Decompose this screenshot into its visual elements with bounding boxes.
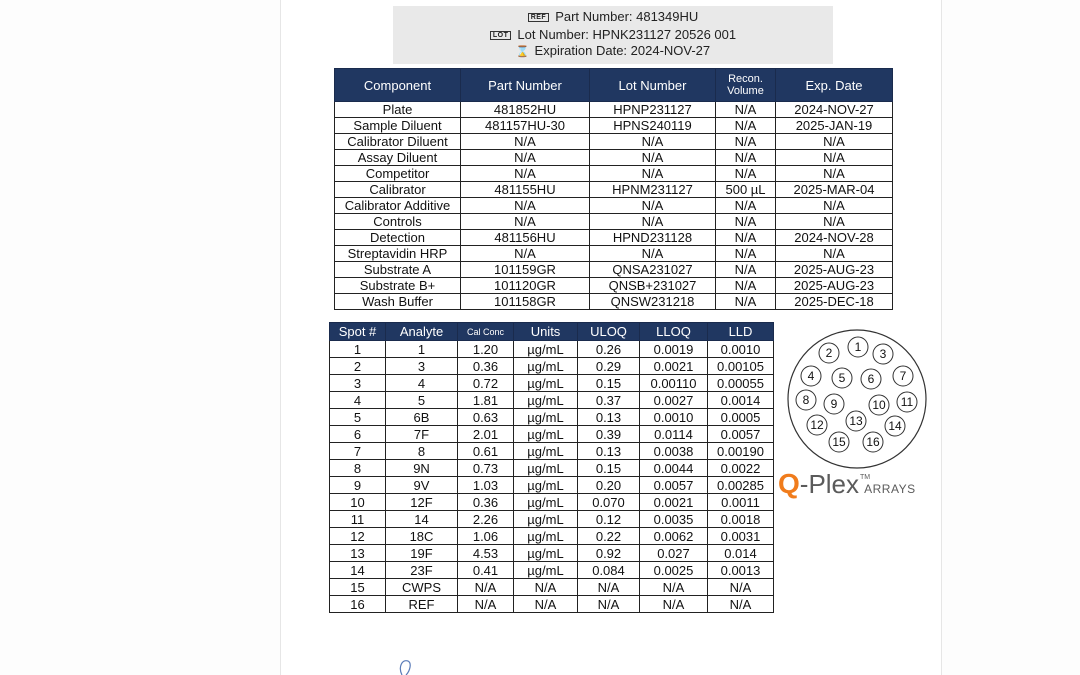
col-lld: LLD <box>708 323 774 341</box>
col-analyte: Analyte <box>386 323 458 341</box>
lld-cell: 0.0014 <box>708 392 774 409</box>
spot-cell: 15 <box>330 579 386 596</box>
lld-cell: 0.00190 <box>708 443 774 460</box>
units-cell: µg/mL <box>514 477 578 494</box>
component-row <box>335 118 893 134</box>
exp-date-cell: N/A <box>776 150 893 166</box>
col-lloq: LLOQ <box>640 323 708 341</box>
component-cell: Controls <box>335 214 461 230</box>
array-spot-label: 10 <box>872 398 886 412</box>
part-number-cell: 101159GR <box>461 262 590 278</box>
expiration-line <box>393 43 833 58</box>
part-number-cell: 101120GR <box>461 278 590 294</box>
cal-conc-cell: 0.41 <box>458 562 514 579</box>
spot-cell: 9 <box>330 477 386 494</box>
spot-row <box>330 528 774 545</box>
part-number-cell: N/A <box>461 150 590 166</box>
exp-date-cell: 2024-NOV-27 <box>776 102 893 118</box>
recon-volume-cell: N/A <box>716 230 776 246</box>
col-exp-date: Exp. Date <box>776 69 893 102</box>
analyte-cell: 1 <box>386 341 458 358</box>
component-row <box>335 262 893 278</box>
lot-number-cell: N/A <box>590 214 716 230</box>
lloq-cell: 0.0027 <box>640 392 708 409</box>
lloq-cell: 0.0019 <box>640 341 708 358</box>
analyte-cell: 14 <box>386 511 458 528</box>
spot-cell: 7 <box>330 443 386 460</box>
ref-icon: REF <box>528 13 550 22</box>
exp-date-cell: N/A <box>776 214 893 230</box>
analyte-cell: 18C <box>386 528 458 545</box>
spot-cell: 10 <box>330 494 386 511</box>
uloq-cell: 0.12 <box>578 511 640 528</box>
units-cell: µg/mL <box>514 392 578 409</box>
hourglass-icon: ⌛ <box>515 46 530 58</box>
component-row <box>335 246 893 262</box>
part-number-cell: 101158GR <box>461 294 590 310</box>
uloq-cell: 0.37 <box>578 392 640 409</box>
spot-row <box>330 409 774 426</box>
lloq-cell: N/A <box>640 579 708 596</box>
spot-row <box>330 392 774 409</box>
units-cell: N/A <box>514 596 578 613</box>
recon-volume-cell: N/A <box>716 102 776 118</box>
part-number-cell: N/A <box>461 134 590 150</box>
cal-conc-cell: 4.53 <box>458 545 514 562</box>
lot-number-cell: HPNP231127 <box>590 102 716 118</box>
analyte-cell: REF <box>386 596 458 613</box>
cal-conc-cell: 1.03 <box>458 477 514 494</box>
exp-date-cell: 2024-NOV-28 <box>776 230 893 246</box>
lld-cell: 0.0031 <box>708 528 774 545</box>
array-spot-label: 7 <box>899 369 907 383</box>
lot-icon: LOT <box>490 31 512 40</box>
spot-cell: 2 <box>330 358 386 375</box>
logo-tm: TM <box>860 474 871 481</box>
analyte-cell: 8 <box>386 443 458 460</box>
analyte-cell: 9N <box>386 460 458 477</box>
array-spot-label: 9 <box>830 397 838 411</box>
lloq-cell: 0.0025 <box>640 562 708 579</box>
lloq-cell: 0.0057 <box>640 477 708 494</box>
col-part-number: Part Number <box>461 69 590 102</box>
lld-cell: 0.0005 <box>708 409 774 426</box>
analyte-cell: CWPS <box>386 579 458 596</box>
spot-cell: 1 <box>330 341 386 358</box>
exp-date-cell: N/A <box>776 134 893 150</box>
lld-cell: 0.0010 <box>708 341 774 358</box>
lld-cell: 0.00105 <box>708 358 774 375</box>
recon-volume-cell: N/A <box>716 118 776 134</box>
component-row <box>335 134 893 150</box>
spot-cell: 8 <box>330 460 386 477</box>
lloq-cell: 0.027 <box>640 545 708 562</box>
units-cell: µg/mL <box>514 426 578 443</box>
kit-part-number: Part Number: 481349HU <box>555 9 699 24</box>
array-spot-label: 3 <box>879 347 887 361</box>
lld-cell: N/A <box>708 596 774 613</box>
kit-expiration-date: Expiration Date: 2024-NOV-27 <box>534 43 711 58</box>
lot-number-cell: QNSW231218 <box>590 294 716 310</box>
uloq-cell: 0.15 <box>578 375 640 392</box>
lot-number-cell: N/A <box>590 134 716 150</box>
spot-cell: 12 <box>330 528 386 545</box>
spot-cell: 13 <box>330 545 386 562</box>
component-row <box>335 198 893 214</box>
uloq-cell: 0.39 <box>578 426 640 443</box>
spot-row <box>330 494 774 511</box>
units-cell: µg/mL <box>514 545 578 562</box>
logo-arrays: ARRAYS <box>864 482 916 496</box>
recon-volume-cell: N/A <box>716 246 776 262</box>
exp-date-cell: 2025-MAR-04 <box>776 182 893 198</box>
uloq-cell: 0.13 <box>578 443 640 460</box>
analyte-cell: 19F <box>386 545 458 562</box>
lld-cell: N/A <box>708 579 774 596</box>
units-cell: µg/mL <box>514 409 578 426</box>
exp-date-cell: N/A <box>776 198 893 214</box>
uloq-cell: 0.13 <box>578 409 640 426</box>
analyte-cell: 6B <box>386 409 458 426</box>
recon-volume-cell: N/A <box>716 214 776 230</box>
units-cell: µg/mL <box>514 375 578 392</box>
recon-volume-cell: N/A <box>716 198 776 214</box>
component-row <box>335 294 893 310</box>
uloq-cell: 0.070 <box>578 494 640 511</box>
col-component: Component <box>335 69 461 102</box>
units-cell: µg/mL <box>514 511 578 528</box>
uloq-cell: 0.22 <box>578 528 640 545</box>
cal-conc-cell: 0.72 <box>458 375 514 392</box>
cal-conc-cell: 1.20 <box>458 341 514 358</box>
units-cell: µg/mL <box>514 358 578 375</box>
spot-row <box>330 562 774 579</box>
cal-conc-cell: 1.81 <box>458 392 514 409</box>
col-spot: Spot # <box>330 323 386 341</box>
cal-conc-cell: 0.36 <box>458 494 514 511</box>
cal-conc-cell: 0.63 <box>458 409 514 426</box>
component-cell: Substrate A <box>335 262 461 278</box>
lloq-cell: 0.00110 <box>640 375 708 392</box>
components-header-row <box>335 69 893 102</box>
spot-cell: 6 <box>330 426 386 443</box>
part-number-cell: N/A <box>461 214 590 230</box>
array-spot-label: 16 <box>866 435 880 449</box>
lld-cell: 0.00285 <box>708 477 774 494</box>
part-number-cell: N/A <box>461 198 590 214</box>
spot-cell: 16 <box>330 596 386 613</box>
component-row <box>335 182 893 198</box>
recon-volume-cell: 500 µL <box>716 182 776 198</box>
component-cell: Substrate B+ <box>335 278 461 294</box>
component-row <box>335 214 893 230</box>
exp-date-cell: 2025-JAN-19 <box>776 118 893 134</box>
lld-cell: 0.0018 <box>708 511 774 528</box>
spot-row <box>330 460 774 477</box>
units-cell: µg/mL <box>514 494 578 511</box>
component-cell: Wash Buffer <box>335 294 461 310</box>
analyte-cell: 9V <box>386 477 458 494</box>
array-spot-label: 5 <box>838 371 846 385</box>
array-spot-label: 6 <box>867 372 875 386</box>
cal-conc-cell: 0.73 <box>458 460 514 477</box>
cal-conc-cell: 0.36 <box>458 358 514 375</box>
units-cell: µg/mL <box>514 562 578 579</box>
component-cell: Calibrator <box>335 182 461 198</box>
recon-volume-cell: N/A <box>716 294 776 310</box>
lloq-cell: 0.0010 <box>640 409 708 426</box>
array-spot-label: 14 <box>888 419 902 433</box>
spot-row <box>330 579 774 596</box>
array-spot-label: 8 <box>802 393 810 407</box>
array-spot-label: 13 <box>849 414 863 428</box>
exp-date-cell: 2025-AUG-23 <box>776 262 893 278</box>
spot-cell: 5 <box>330 409 386 426</box>
analyte-cell: 5 <box>386 392 458 409</box>
cal-conc-cell: 0.61 <box>458 443 514 460</box>
units-cell: µg/mL <box>514 443 578 460</box>
lot-number-cell: QNSB+231027 <box>590 278 716 294</box>
recon-volume-cell: N/A <box>716 134 776 150</box>
component-cell: Calibrator Additive <box>335 198 461 214</box>
uloq-cell: N/A <box>578 579 640 596</box>
component-cell: Detection <box>335 230 461 246</box>
spot-cell: 4 <box>330 392 386 409</box>
lloq-cell: 0.0114 <box>640 426 708 443</box>
spots-table <box>329 322 774 613</box>
cal-conc-cell: 2.01 <box>458 426 514 443</box>
lld-cell: 0.014 <box>708 545 774 562</box>
uloq-cell: 0.92 <box>578 545 640 562</box>
col-units: Units <box>514 323 578 341</box>
col-uloq: ULOQ <box>578 323 640 341</box>
part-number-cell: N/A <box>461 166 590 182</box>
array-spot-label: 15 <box>832 435 846 449</box>
part-number-cell: N/A <box>461 246 590 262</box>
spot-row <box>330 511 774 528</box>
component-row <box>335 278 893 294</box>
lot-number-cell: HPNS240119 <box>590 118 716 134</box>
component-cell: Sample Diluent <box>335 118 461 134</box>
analyte-cell: 23F <box>386 562 458 579</box>
analyte-cell: 4 <box>386 375 458 392</box>
array-spot-map <box>786 328 928 470</box>
units-cell: µg/mL <box>514 341 578 358</box>
array-spot-label: 12 <box>810 418 824 432</box>
lloq-cell: 0.0021 <box>640 494 708 511</box>
spot-cell: 3 <box>330 375 386 392</box>
array-spot-label: 1 <box>854 340 862 354</box>
spot-row <box>330 443 774 460</box>
array-spot-label: 11 <box>900 395 914 409</box>
cal-conc-cell: N/A <box>458 596 514 613</box>
analyte-cell: 3 <box>386 358 458 375</box>
col-recon-volume: Recon. Volume <box>716 69 776 102</box>
lot-number-cell: HPNM231127 <box>590 182 716 198</box>
component-cell: Plate <box>335 102 461 118</box>
lot-number-cell: N/A <box>590 166 716 182</box>
cal-conc-cell: 1.06 <box>458 528 514 545</box>
q-plex-logo <box>778 468 938 502</box>
array-spot-label: 2 <box>825 346 833 360</box>
col-lot-number: Lot Number <box>590 69 716 102</box>
units-cell: µg/mL <box>514 460 578 477</box>
part-number-cell: 481155HU <box>461 182 590 198</box>
spot-cell: 11 <box>330 511 386 528</box>
lld-cell: 0.00055 <box>708 375 774 392</box>
lloq-cell: 0.0038 <box>640 443 708 460</box>
component-cell: Calibrator Diluent <box>335 134 461 150</box>
exp-date-cell: N/A <box>776 166 893 182</box>
lld-cell: 0.0022 <box>708 460 774 477</box>
col-cal-conc: Cal Conc <box>458 323 514 341</box>
part-number-cell: 481157HU-30 <box>461 118 590 134</box>
lot-number-cell: N/A <box>590 246 716 262</box>
signature-mark <box>392 655 422 675</box>
part-number-cell: 481852HU <box>461 102 590 118</box>
recon-volume-cell: N/A <box>716 150 776 166</box>
lloq-cell: N/A <box>640 596 708 613</box>
component-row <box>335 166 893 182</box>
lld-cell: 0.0013 <box>708 562 774 579</box>
lot-number-cell: QNSA231027 <box>590 262 716 278</box>
uloq-cell: 0.26 <box>578 341 640 358</box>
analyte-cell: 7F <box>386 426 458 443</box>
lot-number-cell: N/A <box>590 150 716 166</box>
spots-header-row <box>330 323 774 341</box>
uloq-cell: 0.20 <box>578 477 640 494</box>
units-cell: µg/mL <box>514 528 578 545</box>
lloq-cell: 0.0044 <box>640 460 708 477</box>
uloq-cell: 0.084 <box>578 562 640 579</box>
cal-conc-cell: N/A <box>458 579 514 596</box>
logo-q: Q <box>778 468 800 499</box>
kit-lot-number: Lot Number: HPNK231127 20526 001 <box>517 27 737 42</box>
exp-date-cell: 2025-DEC-18 <box>776 294 893 310</box>
lld-cell: 0.0057 <box>708 426 774 443</box>
lot-number-cell: N/A <box>590 198 716 214</box>
kit-header <box>393 6 833 64</box>
exp-date-cell: N/A <box>776 246 893 262</box>
spot-cell: 14 <box>330 562 386 579</box>
spot-row <box>330 375 774 392</box>
component-row <box>335 150 893 166</box>
recon-volume-cell: N/A <box>716 278 776 294</box>
uloq-cell: 0.15 <box>578 460 640 477</box>
recon-volume-cell: N/A <box>716 166 776 182</box>
logo-plex: -Plex <box>799 469 860 499</box>
component-cell: Competitor <box>335 166 461 182</box>
uloq-cell: 0.29 <box>578 358 640 375</box>
lot-number-line <box>393 27 833 42</box>
spot-row <box>330 545 774 562</box>
lloq-cell: 0.0021 <box>640 358 708 375</box>
exp-date-cell: 2025-AUG-23 <box>776 278 893 294</box>
spot-row <box>330 358 774 375</box>
uloq-cell: N/A <box>578 596 640 613</box>
analyte-cell: 12F <box>386 494 458 511</box>
component-row <box>335 102 893 118</box>
spot-row <box>330 341 774 358</box>
part-number-cell: 481156HU <box>461 230 590 246</box>
array-spot-label: 4 <box>807 369 815 383</box>
lot-number-cell: HPND231128 <box>590 230 716 246</box>
spot-row <box>330 596 774 613</box>
spot-row <box>330 477 774 494</box>
lld-cell: 0.0011 <box>708 494 774 511</box>
lloq-cell: 0.0035 <box>640 511 708 528</box>
component-cell: Streptavidin HRP <box>335 246 461 262</box>
recon-volume-cell: N/A <box>716 262 776 278</box>
units-cell: N/A <box>514 579 578 596</box>
components-table <box>334 68 893 310</box>
component-row <box>335 230 893 246</box>
lloq-cell: 0.0062 <box>640 528 708 545</box>
component-cell: Assay Diluent <box>335 150 461 166</box>
spot-row <box>330 426 774 443</box>
cal-conc-cell: 2.26 <box>458 511 514 528</box>
part-number-line <box>393 9 833 24</box>
